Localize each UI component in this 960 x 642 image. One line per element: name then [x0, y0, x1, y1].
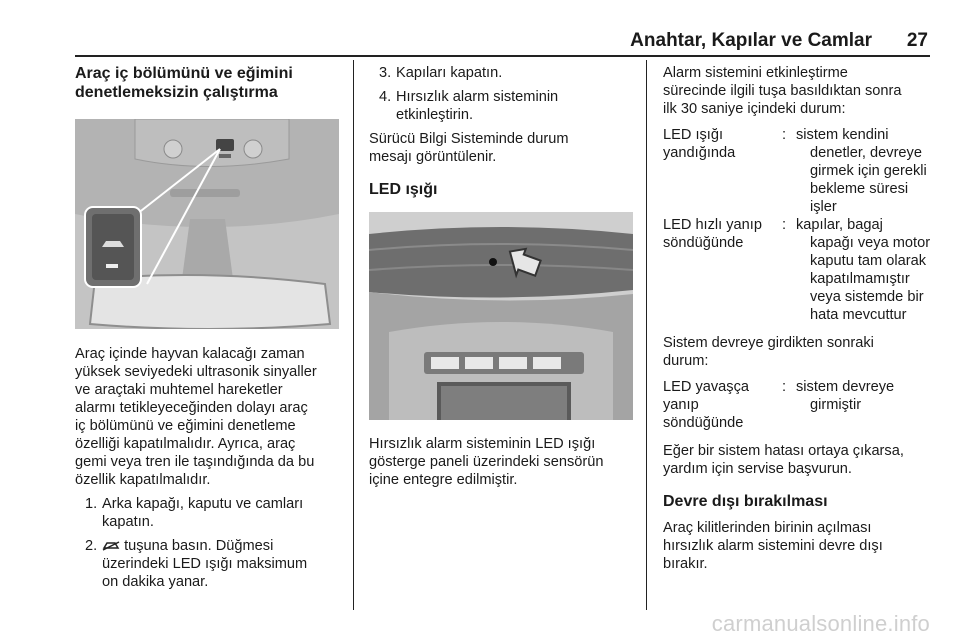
list-item: 1. Arka kapağı, kaputu ve camları kapatın.: [85, 496, 304, 530]
list-item: 4. Hırsızlık alarm sisteminin etkinleştirin.: [379, 89, 559, 123]
led-heading: LED ışığı: [369, 181, 438, 198]
list-item: 3. Kapıları kapatın.: [379, 65, 503, 81]
steps-list: [75, 495, 345, 591]
left-paragraph: Araç içinde hayvan kalacağı zaman yüksek seviyedeki ultrasonik sinyaller ve araçtaki muhtemel hareketler alarmı tetikleyeceğinden dolayı araç iç bölümünü ve eğimini denetleme özelliği kapatılmalıdır. Ayrıca, araç gemi veya tren ile taşındığında da bu özellik kapatılmalıdır.: [75, 346, 317, 488]
status-note: Sürücü Bilgi Sisteminde durum mesajı görüntülenir.: [369, 131, 569, 165]
status-term: LED yavaşça yanıp söndüğünde: [663, 379, 749, 431]
after-activation: Sistem devreye girdikten sonraki durum:: [663, 335, 874, 369]
header-rule: [75, 55, 930, 57]
activation-intro: Alarm sistemini etkinleştirme sürecinde ilgili tuşa basıldıktan sonra ilk 30 saniye içindeki durum:: [663, 65, 902, 117]
status-table-activation: [663, 126, 933, 324]
section-title: Anahtar, Kapılar ve Camlar: [630, 30, 872, 51]
status-description: kapılar, bagaj kapağı veya motor kaputu tam olarak kapatılmamıştır veya sistemde bir hata mevcuttur: [796, 217, 931, 323]
column-divider-2: [646, 60, 647, 610]
left-heading: Araç iç bölümünü ve eğimini denetlemeksizin çalıştırma: [75, 65, 293, 101]
middle-column: [369, 64, 634, 489]
status-separator: :: [782, 379, 787, 395]
dashboard-led-figure: [369, 212, 633, 420]
error-note: Eğer bir sistem hatası ortaya çıkarsa, yardım için servise başvurun.: [663, 443, 904, 477]
page-header: [75, 30, 930, 54]
rear-view-mirror-figure: [75, 119, 339, 329]
column-divider-1: [353, 60, 354, 610]
status-description: sistem kendini denetler, devreye girmek için gerekli bekleme süresi işler: [796, 127, 927, 215]
right-column: [663, 64, 933, 573]
deactivation-text: Araç kilitlerinden birinin açılması hırsızlık alarm sistemini devre dışı bırakır.: [663, 520, 883, 572]
status-table-armed: [663, 378, 933, 432]
list-item: 2. tuşuna basın. Düğmesi üzerindeki LED ışığı maksimum on dakika yanar.: [85, 538, 308, 590]
page-number: 27: [906, 30, 928, 51]
deactivation-heading: Devre dışı bırakılması: [663, 493, 828, 510]
left-column: [75, 64, 345, 591]
steps-list-continued: [369, 64, 634, 124]
status-term: LED ışığı yandığında: [663, 127, 736, 161]
watermark: carmanualsonline.info: [711, 611, 930, 636]
car-alarm-icon: [102, 540, 120, 552]
status-term: LED hızlı yanıp söndüğünde: [663, 217, 762, 251]
status-description: sistem devreye girmiştir: [796, 379, 895, 413]
status-separator: :: [782, 127, 787, 143]
status-separator: :: [782, 217, 787, 233]
led-caption: Hırsızlık alarm sisteminin LED ışığı gösterge paneli üzerindeki sensörün içine entegre edilmiştir.: [369, 436, 604, 488]
